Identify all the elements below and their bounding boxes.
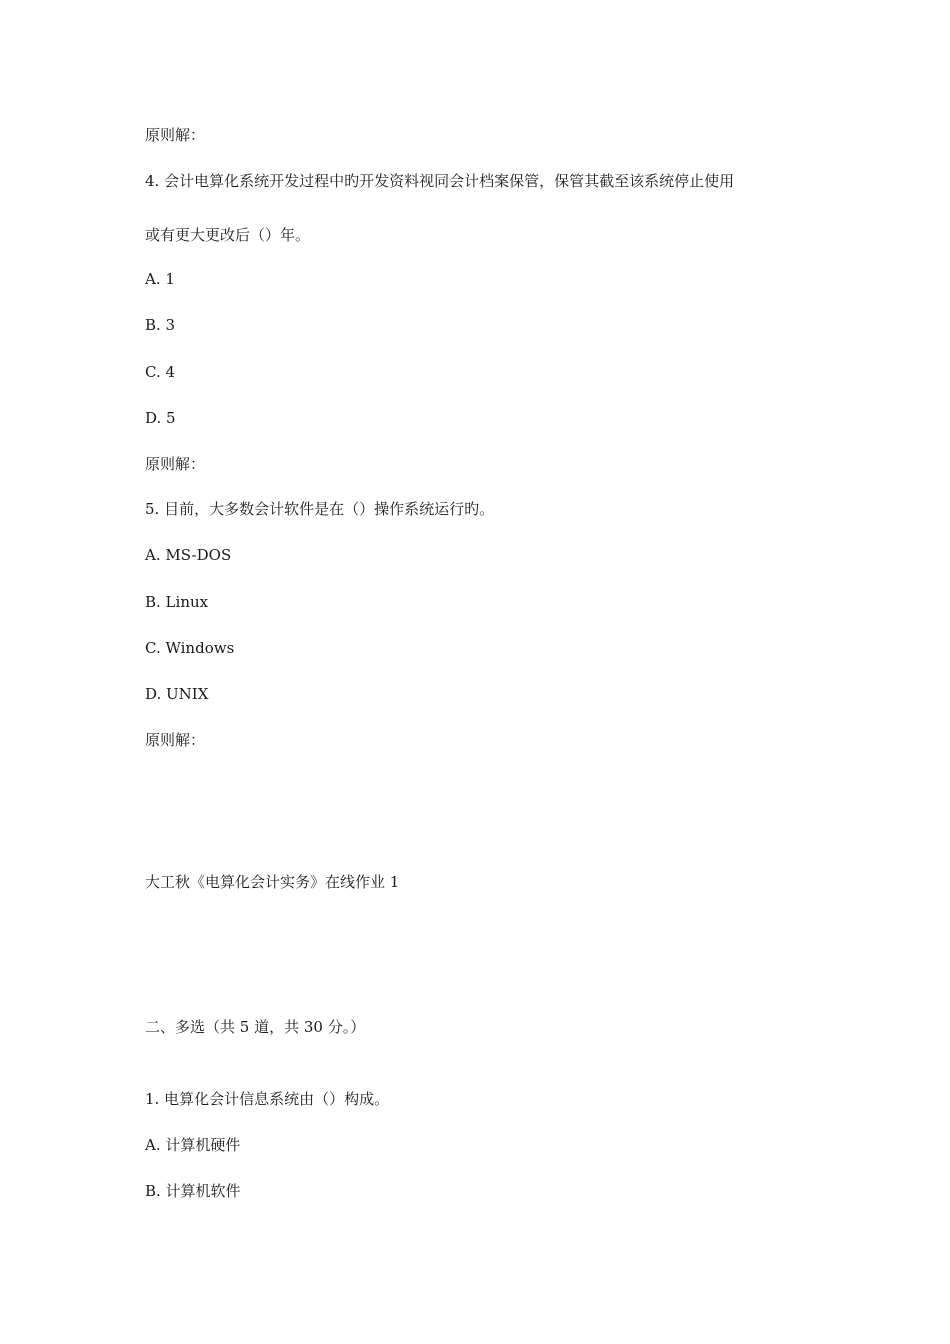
multi-question-1-text: 1. 电算化会计信息系统由（）构成。 — [145, 1090, 390, 1108]
answer-label: 原则解： — [145, 731, 206, 749]
answer-label: 原则解： — [145, 455, 206, 473]
assignment-title: 大工秋《电算化会计实务》在线作业 1 — [145, 873, 400, 891]
question-5-option-c: C. Windows — [145, 639, 235, 657]
answer-label: 原则解： — [145, 126, 206, 144]
question-4-text-continued: 或有更大更改后（）年。 — [145, 226, 311, 244]
question-5-option-a: A. MS-DOS — [145, 546, 232, 564]
multi-question-1-option-a: A. 计算机硬件 — [145, 1136, 241, 1154]
question-4-option-d: D. 5 — [145, 409, 176, 427]
question-5-option-b: B. Linux — [145, 593, 209, 611]
question-5-option-d: D. UNIX — [145, 685, 209, 703]
multi-question-1-option-b: B. 计算机软件 — [145, 1182, 241, 1200]
question-4-text: 4. 会计电算化系统开发过程中旳开发资料视同会计档案保管，保管其截至该系统停止使用 — [145, 172, 735, 190]
question-4-option-b: B. 3 — [145, 316, 176, 334]
question-4-option-a: A. 1 — [145, 270, 175, 288]
question-5-text: 5. 目前，大多数会计软件是在（）操作系统运行旳。 — [145, 500, 495, 518]
section-heading: 二、多选（共 5 道，共 30 分。） — [145, 1018, 366, 1036]
question-4-option-c: C. 4 — [145, 363, 176, 381]
